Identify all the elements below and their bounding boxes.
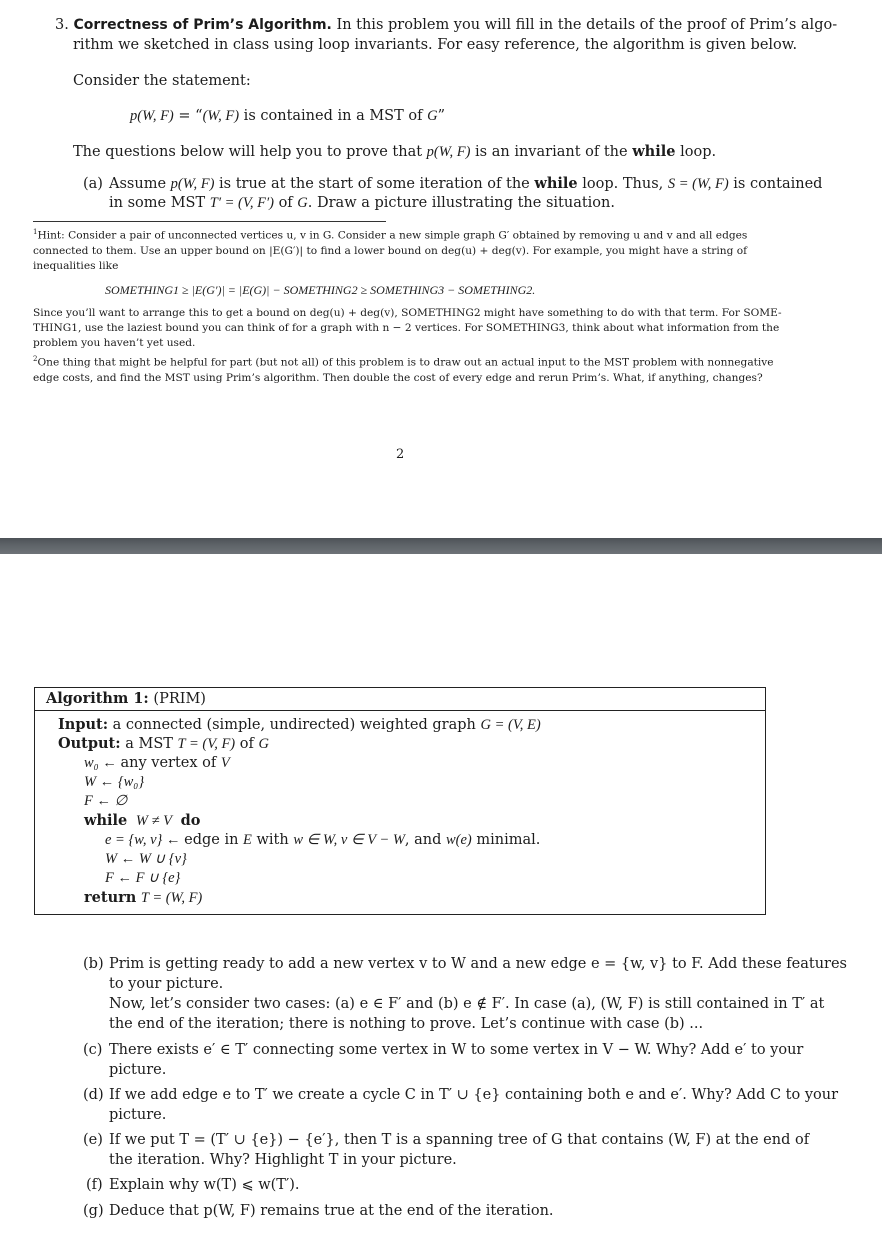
algorithm-while [84, 811, 200, 831]
line-1-math: w₀ ← [84, 755, 121, 771]
body-1-text: with [251, 832, 294, 848]
help-text-2: is an invariant of the [470, 144, 633, 160]
input-math: G = (V, E) [480, 717, 541, 733]
part-e-line: the iteration. Why? Highlight T in your picture. [109, 1152, 457, 1168]
stmt-lhs: p(W, F) [130, 108, 174, 124]
line-1-text: any vertex of [120, 755, 221, 771]
part-c-line: There exists e′ ∈ T′ connecting some vertex in W to some vertex in V − W. Why? Add e′ to your [109, 1042, 804, 1058]
algorithm-header [35, 688, 765, 711]
footnote-1-line: Since you’ll want to arrange this to get a bound on deg(u) + deg(v), SOMETHING2 might have something to do with that term. For SOME- [33, 306, 782, 319]
algorithm-body-1 [105, 830, 540, 850]
return-keyword: return [84, 889, 137, 906]
part-a-math: S = (W, F) [667, 176, 729, 192]
part-a-label: (a) [83, 176, 103, 192]
output-text: of [235, 736, 259, 752]
problem-heading-line [55, 15, 837, 35]
line-1-V: V [220, 755, 230, 771]
body-1-cond: w ∈ W, v ∈ V − W [293, 832, 405, 848]
footnote-1-line: Hint: Consider a pair of unconnected vertices u, v in G. Consider a new simple graph G′ obtained by removing u and v and all edges [37, 229, 748, 242]
body-1-text: edge in [184, 832, 244, 848]
part-e [109, 1130, 809, 1170]
help-while: while [632, 143, 676, 160]
part-b-line: the end of the iteration; there is nothing to prove. Let’s continue with case (b) ... [109, 1016, 704, 1032]
part-f-label: (f) [86, 1177, 103, 1193]
part-c [109, 1040, 803, 1080]
part-f: Explain why w(T) ⩽ w(T′). [109, 1177, 300, 1193]
help-line [73, 142, 716, 162]
stmt-open-quote: “ [195, 108, 203, 124]
part-b [109, 954, 847, 1034]
stmt-pair: (W, F) [202, 108, 240, 124]
part-a-text: is contained [728, 176, 823, 192]
output-math: T = (V, F) [177, 736, 236, 752]
part-a-text: loop. Thus, [577, 176, 668, 192]
part-b-line: Now, let’s consider two cases: (a) e ∈ F′ and (b) e ∉ F′. In case (a), (W, F) is still contained in T′ at [109, 996, 825, 1012]
body-1-E: E [243, 832, 252, 848]
help-p: p(W, F) [426, 144, 471, 160]
part-c-label: (c) [83, 1042, 103, 1058]
footnote-rule [33, 221, 386, 222]
part-a-text: of [273, 195, 298, 211]
stmt-eq: = [173, 108, 196, 124]
part-a-math: G [297, 195, 308, 211]
part-a-text: . Draw a picture illustrating the situation. [307, 195, 615, 211]
problem-title: Correctness of Prim’s Algorithm. [73, 17, 332, 33]
footnote-1-mark: 1 [33, 228, 38, 236]
stmt-text: is contained in a MST of [239, 108, 428, 124]
body-1-text: minimal. [471, 832, 541, 848]
page-top [0, 0, 882, 538]
algorithm-line-2: W ← {w₀} [84, 774, 145, 790]
footnote-1-line: THING1, use the laziest bound you can think of for a graph with n − 2 vertices. For SOMETHING3, think about what information from the [33, 321, 780, 334]
part-d-line: If we add edge e to T′ we create a cycle C in T′ ∪ {e} containing both e and e′. Why? Add C to your [109, 1087, 839, 1103]
invariant-statement [130, 106, 445, 126]
part-a-math: p(W, F) [170, 176, 215, 192]
page-number: 2 [396, 447, 405, 462]
footnote-1-equation: SOMETHING1 ≥ |E(G′)| = |E(G)| − SOMETHING2 ≥ SOMETHING3 − SOMETHING2. [105, 282, 536, 297]
part-a-text: in some MST [109, 195, 210, 211]
part-e-label: (e) [83, 1132, 103, 1148]
algorithm-return [84, 888, 202, 908]
footnote-1-line: inequalities like [33, 259, 119, 272]
algorithm-input [58, 715, 541, 735]
part-d-label: (d) [83, 1087, 104, 1103]
problem-intro-2: rithm we sketched in class using loop invariants. For easy reference, the algorithm is given below. [73, 37, 798, 53]
help-text-1: The questions below will help you to prove that [73, 144, 427, 160]
problem-intro-1: In this problem you will fill in the details of the proof of Prim’s algo- [336, 17, 838, 33]
body-1-we: w(e) [446, 832, 472, 848]
part-c-line: picture. [109, 1062, 167, 1078]
part-d-line: picture. [109, 1107, 167, 1123]
input-text: a connected (simple, undirected) weighted graph [112, 717, 481, 733]
footnote-1-line: connected to them. Use an upper bound on |E(G′)| to find a lower bound on deg(u) + deg(v). For example, you might have a string of [33, 244, 748, 257]
algorithm-line-1 [84, 753, 230, 773]
part-a-line-1 [109, 174, 822, 194]
algorithm-output [58, 734, 269, 754]
part-a-text: Assume [109, 176, 171, 192]
part-a-math: T′ = (V, F′) [209, 195, 274, 211]
part-g: Deduce that p(W, F) remains true at the end of the iteration. [109, 1203, 554, 1219]
body-1-math: e = {w, v} ← [105, 832, 185, 848]
footnote-2 [33, 352, 773, 386]
algorithm-body-2: W ← W ∪ {v} [105, 851, 187, 867]
do-keyword: do [180, 812, 201, 829]
algorithm-title-name: (PRIM) [153, 691, 206, 707]
algorithm-line-3: F ← ∅ [84, 793, 128, 809]
part-b-line: to your picture. [109, 976, 224, 992]
footnote-2-line: One thing that might be helpful for part (but not all) of this problem is to draw out an actual input to the MST problem with nonnegative [37, 356, 774, 369]
part-b-line: Prim is getting ready to add a new vertex v to W and a new edge e = {w, v} to F. Add these features [109, 956, 847, 972]
footnote-1-line: problem you haven’t yet used. [33, 336, 196, 349]
part-a-line-2 [109, 193, 615, 213]
output-label: Output: [58, 735, 121, 752]
part-a-while: while [534, 175, 578, 192]
input-label: Input: [58, 716, 109, 733]
page-separator [0, 538, 882, 554]
output-math: G [258, 736, 269, 752]
algorithm-box [34, 687, 766, 915]
stmt-close-quote: ” [437, 108, 445, 124]
output-text: a MST [125, 736, 178, 752]
return-math: T = (W, F) [140, 890, 203, 906]
problem-number: 3. [55, 17, 69, 33]
while-keyword: while [84, 812, 128, 829]
algorithm-title-label: Algorithm 1: [46, 690, 149, 707]
stmt-G: G [427, 108, 438, 124]
help-text-3: loop. [675, 144, 717, 160]
part-d [109, 1085, 838, 1125]
algorithm-body-3: F ← F ∪ {e} [105, 870, 181, 886]
part-b-label: (b) [83, 956, 104, 972]
consider-text: Consider the statement: [73, 73, 251, 89]
part-e-line: If we put T = (T′ ∪ {e}) − {e′}, then T is a spanning tree of G that contains (W, F) at the end of [109, 1132, 810, 1148]
algorithm-title [46, 689, 206, 709]
part-g-label: (g) [83, 1203, 104, 1219]
part-a-text: is true at the start of some iteration of the [214, 176, 535, 192]
while-condition: W ≠ V [135, 813, 173, 829]
body-1-text: , and [404, 832, 446, 848]
footnote-2-line: edge costs, and find the MST using Prim’s algorithm. Then double the cost of every edge and rerun Prim’s. What, if anything, changes? [33, 371, 763, 384]
footnote-1 [33, 225, 782, 351]
footnote-2-mark: 2 [33, 355, 38, 363]
